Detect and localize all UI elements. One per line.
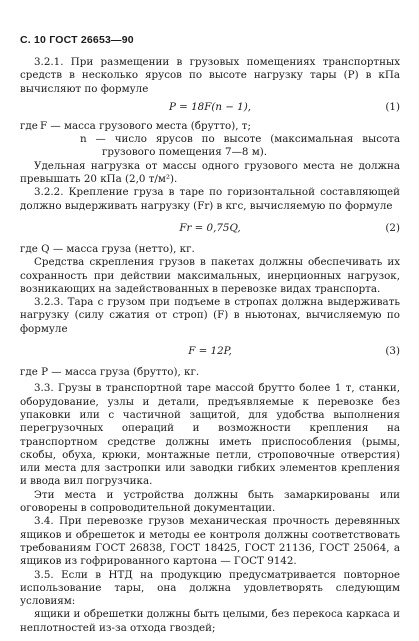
formula-3 xyxy=(20,338,400,364)
where-block-1 xyxy=(20,120,400,133)
paragraph-specific-load: Удельная нагрузка от массы одного грузового места не должна превышать 20 кПа (2,0 т/м²). xyxy=(20,159,400,186)
formula-1 xyxy=(20,98,400,118)
where-2-definition: где Q — масса груза (нетто), кг. xyxy=(20,242,195,255)
formula-2-number: (2) xyxy=(385,221,400,234)
formula-3-expression: F = 12P, xyxy=(188,345,232,358)
where-3-definition: где P — масса груза (брутто), кг. xyxy=(20,366,200,379)
paragraph-3-2-1: 3.2.1. При размещении в грузовых помещениях транспортных средств в несколько ярусов по высоте нагрузку тары (P) в кПа вычисляют по формуле xyxy=(20,56,400,95)
where-1-lead: где xyxy=(20,119,38,132)
formula-1-expression: P = 18F(n − 1), xyxy=(168,100,251,113)
formula-1-number: (1) xyxy=(385,100,400,113)
formula-2-expression: Fr = 0,75Q, xyxy=(179,221,241,234)
formula-2 xyxy=(20,215,400,241)
formula-3-number: (3) xyxy=(385,345,400,358)
document-body xyxy=(20,56,400,635)
paragraph-boxes-condition: ящики и обрешетки должны быть целыми, без перекоса каркаса и неплотностей из-за отхода гвоздей; xyxy=(20,608,400,634)
paragraph-marking: Эти места и устройства должны быть замаркированы или оговорены в сопроводительной документации. xyxy=(20,488,400,515)
paragraph-3-4: 3.4. При перевозке грузов механическая прочность деревянных ящиков и обрешеток и методы ее контроля должны соответствовать требованиям ГОСТ 26838, ГОСТ 18425, ГОСТ 21136, ГОСТ 25064, а ящиков из гофрированного картона — ГОСТ 9142. xyxy=(20,515,400,568)
where-1-n-definition: n — число ярусов по высоте (максимальная высота грузового помещения 7—8 м). xyxy=(80,133,400,159)
where-1-f-definition: F — масса грузового места (брутто), т; xyxy=(40,119,251,132)
paragraph-3-5: 3.5. Если в НТД на продукцию предусматривается повторное использование тары, она должна удовлетворять следующим условиям: xyxy=(20,568,400,608)
paragraph-3-2-2: 3.2.2. Крепление груза в таре по горизонтальной составляющей должно выдерживать нагрузку (Fr) в кгс, вычисляемую по формуле xyxy=(20,186,400,212)
page-header: С. 10 ГОСТ 26653—90 xyxy=(20,34,134,46)
paragraph-fastening-means: Средства скрепления грузов в пакетах должны обеспечивать их сохранность при действии максимальных, инерционных нагрузок, возникающих на задействованных в перевозке видах транспорта. xyxy=(20,256,400,295)
paragraph-3-3: 3.3. Грузы в транспортной таре массой брутто более 1 т, станки, оборудование, узлы и детали, предъявляемые к перевозке без упаковки или с частичной защитой, для удобства выполнения перегрузочных операций и возможности крепления на транспортном средстве должны иметь приспособления (рымы, скобы, обуха, крюки, монтажные петли, строповочные отверстия) или места для застропки или заводки гибких элементов крепления и ввода вил погрузчика. xyxy=(20,382,400,488)
paragraph-3-2-3: 3.2.3. Тара с грузом при подъеме в стропах должна выдерживать нагрузку (силу сжатия от строп) (F) в ньютонах, вычисляемую по формуле xyxy=(20,296,400,335)
